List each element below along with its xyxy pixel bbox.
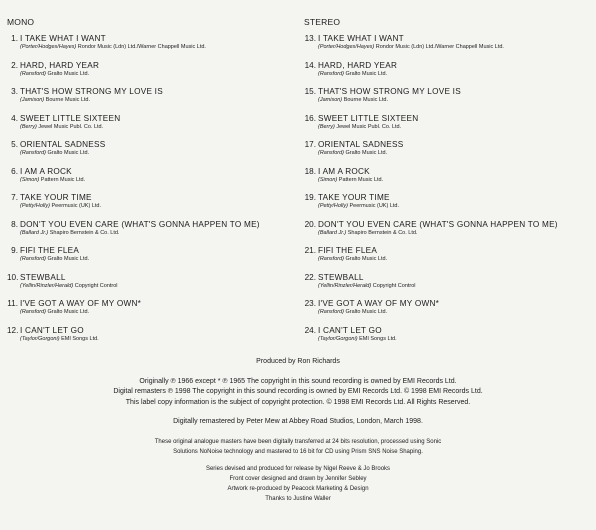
track-title: I AM A ROCK xyxy=(20,166,72,176)
track-credit xyxy=(20,124,297,131)
track-writers: (Ransford) xyxy=(20,150,46,156)
track-publisher: Pattern Music Ltd. xyxy=(40,176,86,183)
copyright-line: This label copy information is the subject of copyright protection. © 1998 EMI Records Ltd. All Rights Reserved. xyxy=(125,398,471,406)
track-item xyxy=(304,61,592,88)
track-writers: (Ransford) xyxy=(318,70,344,77)
track-item xyxy=(304,167,592,194)
track-credit xyxy=(20,309,297,316)
track-credit xyxy=(318,309,592,316)
track-writers: (Simon) xyxy=(318,176,338,183)
track-publisher: Gralto Music Ltd. xyxy=(345,150,388,156)
cover-credit: Front cover designed and drawn by Jennifer Sebley xyxy=(229,475,367,482)
track-writers: (Jamison) xyxy=(20,97,45,103)
track-writers: (Simon) xyxy=(20,176,40,183)
track-item xyxy=(7,114,297,141)
track-item xyxy=(7,273,297,300)
track-number: 3. xyxy=(11,87,18,96)
track-writers: (Ransford) xyxy=(318,150,344,156)
track-number: 15. xyxy=(304,87,316,96)
track-number: 23. xyxy=(304,299,316,308)
track-item xyxy=(7,193,297,220)
track-credit xyxy=(20,336,297,343)
track-title: STEWBALL xyxy=(20,272,66,282)
track-publisher: Gralto Music Ltd. xyxy=(345,256,388,262)
track-title: TAKE YOUR TIME xyxy=(318,193,390,202)
track-item xyxy=(304,246,592,273)
track-item xyxy=(304,299,592,326)
track-publisher: EMI Songs Ltd. xyxy=(359,335,397,342)
track-writers: (Petty/Holly) xyxy=(318,203,348,209)
track-item xyxy=(7,299,297,326)
track-number: 8. xyxy=(11,219,18,229)
track-title: THAT'S HOW STRONG MY LOVE IS xyxy=(318,87,461,96)
track-title: SWEET LITTLE SIXTEEN xyxy=(20,113,121,123)
track-credit xyxy=(318,283,592,290)
track-title: I CAN'T LET GO xyxy=(318,325,382,335)
track-number: 9. xyxy=(11,246,18,255)
thanks-credit: Thanks to Justine Waller xyxy=(265,495,331,502)
track-credit xyxy=(318,203,592,210)
track-number: 20. xyxy=(304,219,316,229)
track-writers: (Yellin/Rinzler/Herald) xyxy=(20,282,74,289)
transfer-note: These original analogue masters have been digitally transferred at 24 bits resolution, processed using Sonic xyxy=(154,438,442,445)
track-number: 14. xyxy=(304,60,316,70)
track-publisher: Gralto Music Ltd. xyxy=(47,256,90,262)
track-number: 18. xyxy=(304,166,316,176)
track-writers: (Ransford) xyxy=(318,309,344,315)
track-writers: (Ballard Jr.) xyxy=(318,229,347,236)
track-writers: (Taylor/Gorgoni) xyxy=(318,335,358,342)
track-credit xyxy=(318,44,592,51)
track-writers: (Porter/Hodges/Hayes) xyxy=(20,44,77,50)
track-title: I TAKE WHAT I WANT xyxy=(20,34,106,43)
track-writers: (Porter/Hodges/Hayes) xyxy=(318,44,375,50)
track-credit xyxy=(318,256,592,263)
track-title: HARD, HARD YEAR xyxy=(20,60,100,70)
track-publisher: Bourne Music Ltd. xyxy=(343,97,389,103)
track-writers: (Ransford) xyxy=(318,256,344,262)
track-number: 13. xyxy=(304,34,316,43)
track-publisher: Gralto Music Ltd. xyxy=(47,150,90,156)
track-title: STEWBALL xyxy=(318,272,364,282)
track-publisher: EMI Songs Ltd. xyxy=(61,335,99,342)
track-writers: (Jamison) xyxy=(318,97,343,103)
track-item xyxy=(304,140,592,167)
mono-column xyxy=(7,17,297,352)
track-number: 22. xyxy=(304,272,316,282)
transfer-note: Solutions NoNoise technology and mastered to 16 bit for CD using Prism SNS Noise Shaping. xyxy=(173,448,423,455)
track-writers: (Yellin/Rinzler/Herald) xyxy=(318,282,372,289)
producer-credit: Produced by Ron Richards xyxy=(256,358,340,365)
track-credit xyxy=(318,97,592,104)
track-number: 16. xyxy=(304,113,316,123)
track-number: 10. xyxy=(7,272,19,282)
track-item xyxy=(7,87,297,114)
track-credit xyxy=(20,230,297,237)
track-number: 12. xyxy=(7,325,19,335)
track-item xyxy=(304,114,592,141)
track-number: 2. xyxy=(11,60,18,70)
track-credit xyxy=(20,203,297,210)
track-title: I TAKE WHAT I WANT xyxy=(318,34,404,43)
track-number: 1. xyxy=(11,34,18,43)
track-credit xyxy=(20,177,297,184)
track-publisher: Gralto Music Ltd. xyxy=(47,70,90,77)
track-item xyxy=(304,87,592,114)
track-credit xyxy=(20,256,297,263)
track-title: DON'T YOU EVEN CARE (WHAT'S GONNA HAPPEN TO ME) xyxy=(20,219,260,229)
track-title: FIFI THE FLEA xyxy=(20,246,80,255)
track-item xyxy=(7,326,297,353)
track-publisher: Gralto Music Ltd. xyxy=(47,309,90,315)
track-number: 19. xyxy=(304,193,316,202)
track-number: 6. xyxy=(11,166,18,176)
track-writers: (Berry) xyxy=(318,123,335,130)
track-title: I'VE GOT A WAY OF MY OWN* xyxy=(20,299,142,308)
track-number: 4. xyxy=(11,113,18,123)
track-item xyxy=(7,34,297,61)
track-writers: (Ransford) xyxy=(20,256,46,262)
track-title: HARD, HARD YEAR xyxy=(318,60,398,70)
track-title: I CAN'T LET GO xyxy=(20,325,84,335)
track-title: SWEET LITTLE SIXTEEN xyxy=(318,113,419,123)
track-number: 21. xyxy=(304,246,316,255)
track-title: I'VE GOT A WAY OF MY OWN* xyxy=(318,299,440,308)
track-writers: (Ransford) xyxy=(20,70,46,77)
track-credit xyxy=(20,283,297,290)
track-title: ORIENTAL SADNESS xyxy=(20,140,106,149)
track-credit xyxy=(318,336,592,343)
track-publisher: Bourne Music Ltd. xyxy=(45,97,91,103)
track-item xyxy=(304,273,592,300)
track-title: I AM A ROCK xyxy=(318,166,370,176)
track-item xyxy=(304,220,592,247)
track-credit xyxy=(20,150,297,157)
mono-heading: MONO xyxy=(7,17,35,27)
track-title: FIFI THE FLEA xyxy=(318,246,378,255)
track-credit xyxy=(318,230,592,237)
track-title: THAT'S HOW STRONG MY LOVE IS xyxy=(20,87,163,96)
track-item xyxy=(7,220,297,247)
track-item xyxy=(7,167,297,194)
track-publisher: Jewel Music Publ. Co. Ltd. xyxy=(336,123,402,130)
track-number: 24. xyxy=(304,325,316,335)
remaster-credit: Digitally remastered by Peter Mew at Abbey Road Studios, London, March 1998. xyxy=(173,418,423,425)
track-writers: (Ballard Jr.) xyxy=(20,229,49,236)
track-writers: (Taylor/Gorgoni) xyxy=(20,335,60,342)
track-credit xyxy=(20,71,297,78)
stereo-heading: STEREO xyxy=(304,17,341,27)
track-publisher: Shapiro Bernstein & Co. Ltd. xyxy=(347,229,418,236)
track-number: 11. xyxy=(7,299,18,308)
track-credit xyxy=(318,177,592,184)
track-number: 5. xyxy=(11,140,18,149)
artwork-credit: Artwork re-produced by Peacock Marketing & Design xyxy=(227,485,369,492)
track-publisher: Copyright Control xyxy=(372,282,416,289)
track-number: 7. xyxy=(11,193,18,202)
track-title: DON'T YOU EVEN CARE (WHAT'S GONNA HAPPEN TO ME) xyxy=(318,219,558,229)
track-publisher: Copyright Control xyxy=(74,282,118,289)
track-publisher: Peermusic (UK) Ltd. xyxy=(349,203,399,209)
stereo-track-list xyxy=(304,34,592,352)
track-publisher: Pattern Music Ltd. xyxy=(338,176,384,183)
track-credit xyxy=(318,124,592,131)
track-writers: (Petty/Holly) xyxy=(20,203,50,209)
track-publisher: Gralto Music Ltd. xyxy=(345,70,388,77)
track-publisher: Gralto Music Ltd. xyxy=(345,309,388,315)
track-item xyxy=(304,326,592,353)
track-writers: (Ransford) xyxy=(20,309,46,315)
copyright-line: Originally ℗ 1966 except * ℗ 1965 The copyright in this sound recording is owned by EMI Records Ltd. xyxy=(139,377,457,385)
track-number: 17. xyxy=(304,140,316,149)
track-item xyxy=(7,246,297,273)
track-item xyxy=(304,34,592,61)
track-item xyxy=(7,140,297,167)
track-writers: (Berry) xyxy=(20,123,37,130)
track-credit xyxy=(20,44,297,51)
track-credit xyxy=(318,150,592,157)
copyright-line: Digital remasters ℗ 1998 The copyright in this sound recording is owned by EMI Records Ltd. © 1998 EMI Records Ltd. xyxy=(113,388,483,395)
stereo-column xyxy=(304,17,592,352)
track-credit xyxy=(318,71,592,78)
track-item xyxy=(7,61,297,88)
track-item xyxy=(304,193,592,220)
mono-track-list xyxy=(7,34,297,352)
track-publisher: Peermusic (UK) Ltd. xyxy=(51,203,101,209)
series-credit: Series devised and produced for release by Nigel Reeve & Jo Brooks xyxy=(205,465,391,472)
track-title: ORIENTAL SADNESS xyxy=(318,140,404,149)
track-title: TAKE YOUR TIME xyxy=(20,193,92,202)
track-publisher: Shapiro Bernstein & Co. Ltd. xyxy=(49,229,120,236)
track-publisher: Rondor Music (Ldn) Ltd./Warner Chappell Music Ltd. xyxy=(375,44,504,50)
track-credit xyxy=(20,97,297,104)
track-publisher: Jewel Music Publ. Co. Ltd. xyxy=(38,123,104,130)
credits-footer xyxy=(0,357,596,504)
track-publisher: Rondor Music (Ldn) Ltd./Warner Chappell Music Ltd. xyxy=(77,44,206,50)
